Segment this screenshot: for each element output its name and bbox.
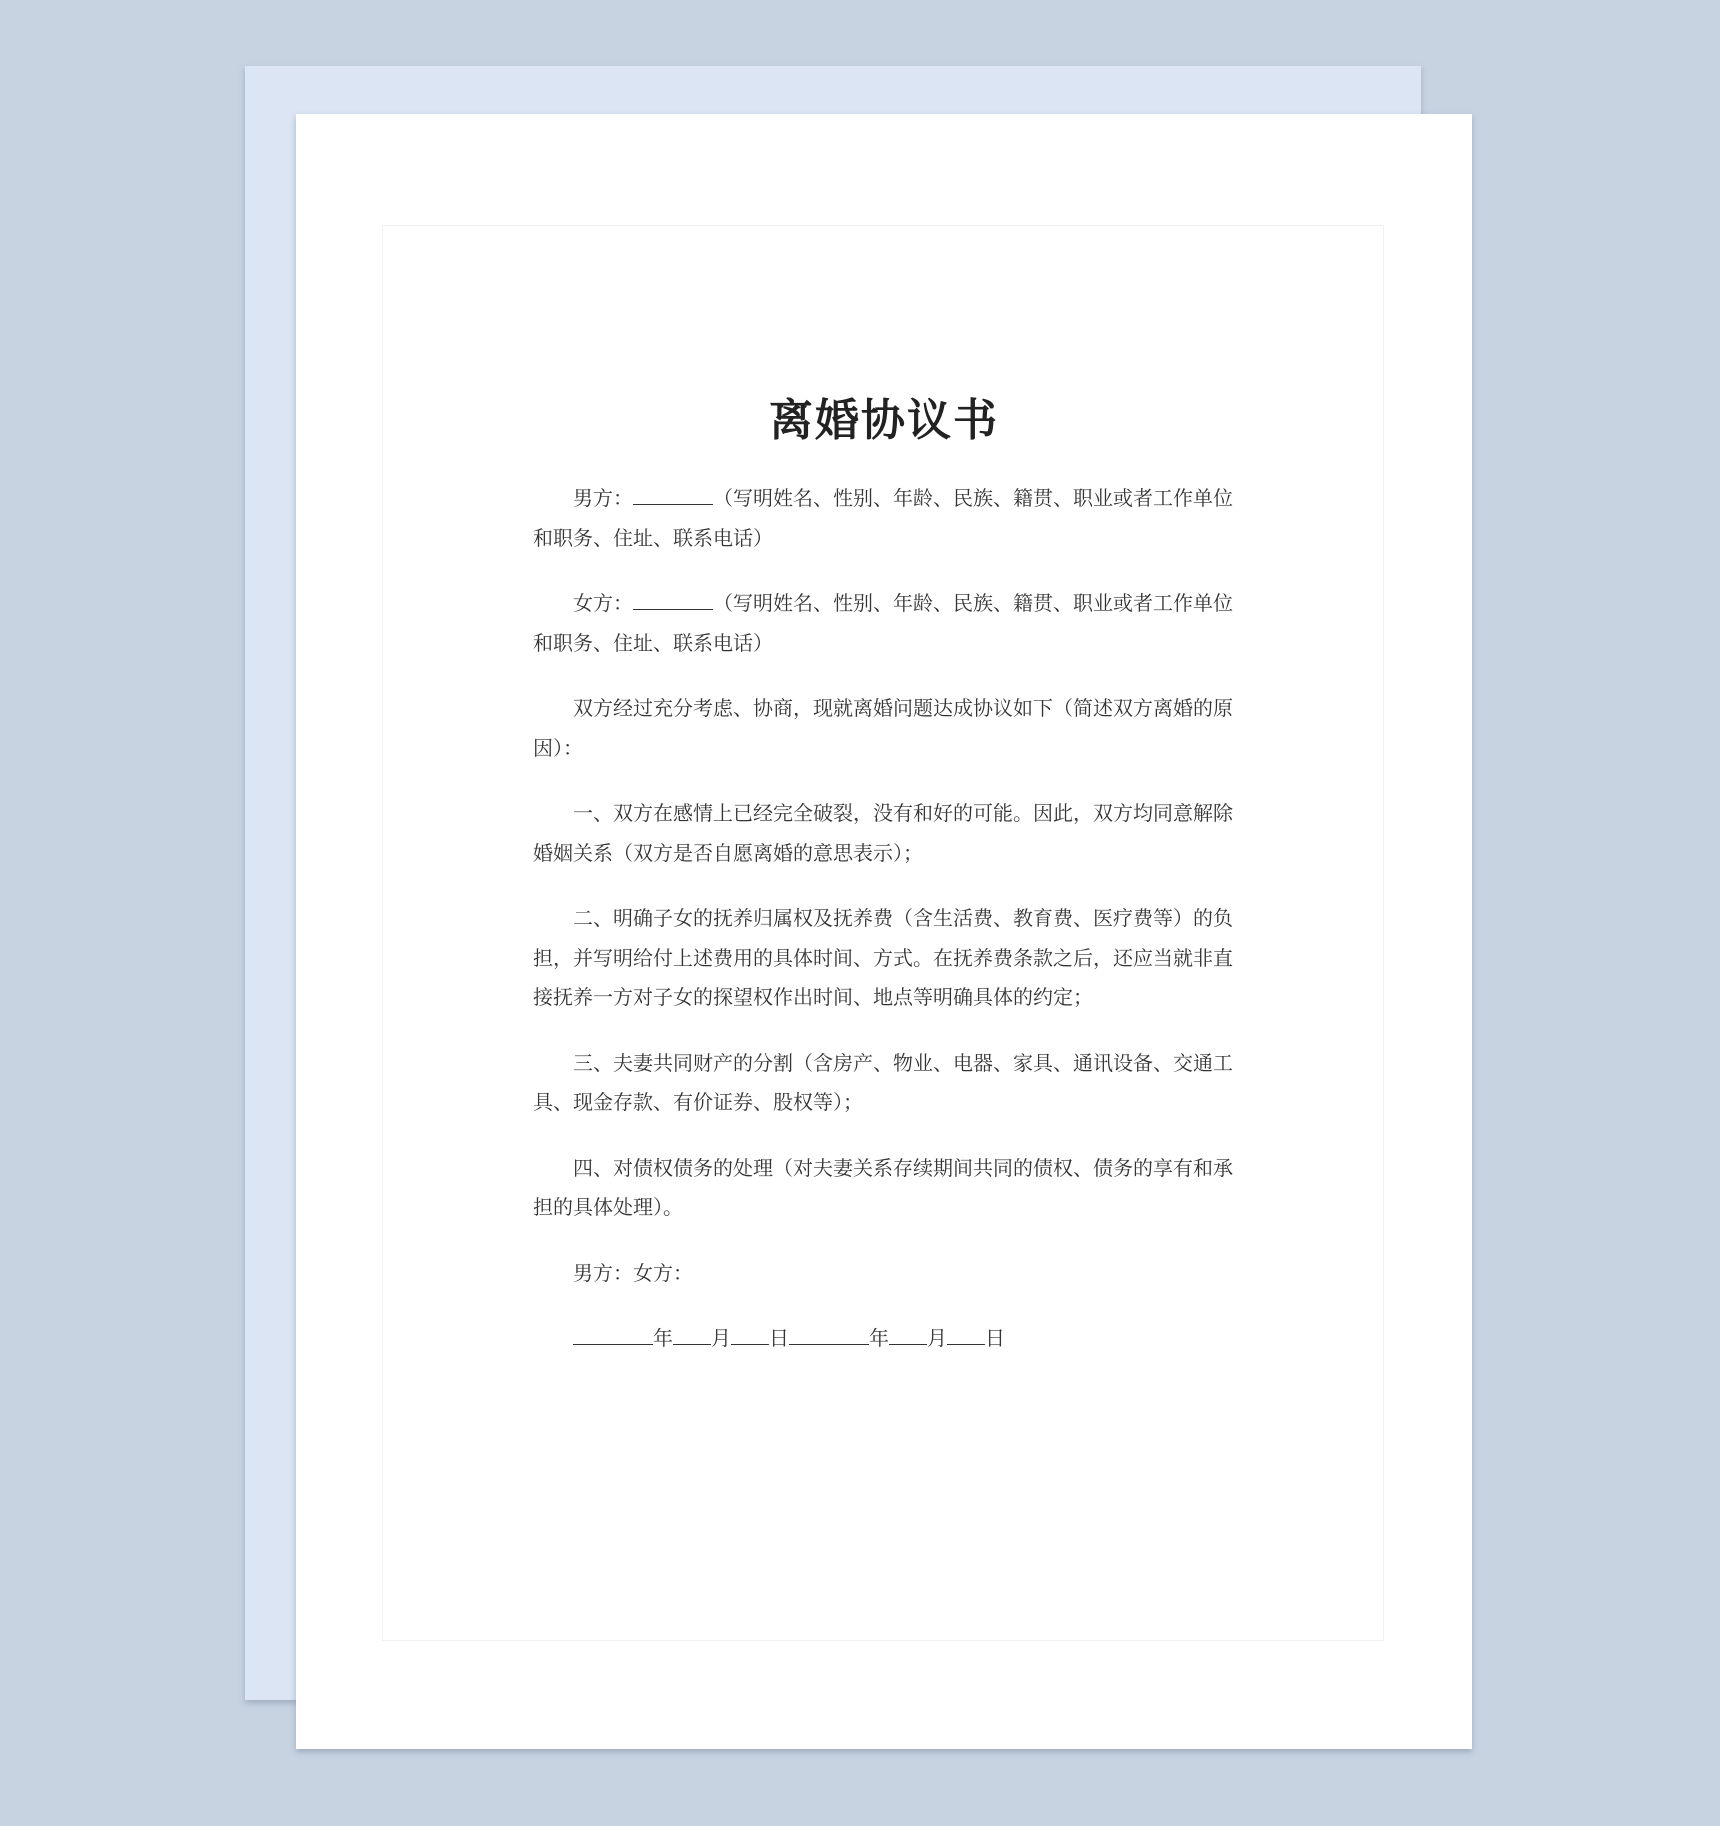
document-body [533, 479, 1233, 1385]
male-party-paragraph [533, 479, 1233, 558]
signature-line: 男方：女方： [573, 1260, 693, 1285]
intro-paragraph: 双方经过充分考虑、协商，现就离婚问题达成协议如下（简述双方离婚的原因）： [533, 696, 1233, 760]
female-party-blank[interactable] [633, 587, 713, 610]
female-party-label: 女方： [573, 591, 633, 615]
male-day-blank[interactable] [731, 1322, 769, 1345]
female-party-paragraph [533, 584, 1233, 663]
date-line [533, 1319, 1233, 1359]
female-year-blank[interactable] [789, 1322, 869, 1345]
month-label: 月 [711, 1326, 731, 1350]
male-month-blank[interactable] [673, 1322, 711, 1345]
clause-4: 四、对债权债务的处理（对夫妻关系存续期间共同的债权、债务的享有和承担的具体处理）。 [533, 1155, 1233, 1219]
year-label: 年 [869, 1326, 889, 1350]
document-title: 离婚协议书 [769, 395, 999, 446]
day-label: 日 [985, 1326, 1005, 1350]
male-party-blank[interactable] [633, 482, 713, 505]
year-label: 年 [653, 1326, 673, 1350]
document-page [296, 114, 1472, 1749]
male-year-blank[interactable] [573, 1322, 653, 1345]
day-label: 日 [769, 1326, 789, 1350]
clause-3: 三、夫妻共同财产的分割（含房产、物业、电器、家具、通讯设备、交通工具、现金存款、有价证券、股权等）； [533, 1050, 1233, 1114]
female-party-text: （写明姓名、性别、年龄、民族、籍贯、职业或者工作单位和职务、住址、联系电话） [533, 591, 1233, 655]
month-label: 月 [927, 1326, 947, 1350]
female-month-blank[interactable] [889, 1322, 927, 1345]
male-party-label: 男方： [573, 486, 633, 510]
male-party-text: （写明姓名、性别、年龄、民族、籍贯、职业或者工作单位和职务、住址、联系电话） [533, 486, 1233, 550]
female-day-blank[interactable] [947, 1322, 985, 1345]
clause-2: 二、明确子女的抚养归属权及抚养费（含生活费、教育费、医疗费等）的负担，并写明给付上述费用的具体时间、方式。在抚养费条款之后，还应当就非直接抚养一方对子女的探望权作出时间、地点等明确具体的约定； [533, 906, 1233, 1009]
clause-1: 一、双方在感情上已经完全破裂，没有和好的可能。因此，双方均同意解除婚姻关系（双方是否自愿离婚的意思表示）； [533, 801, 1233, 865]
